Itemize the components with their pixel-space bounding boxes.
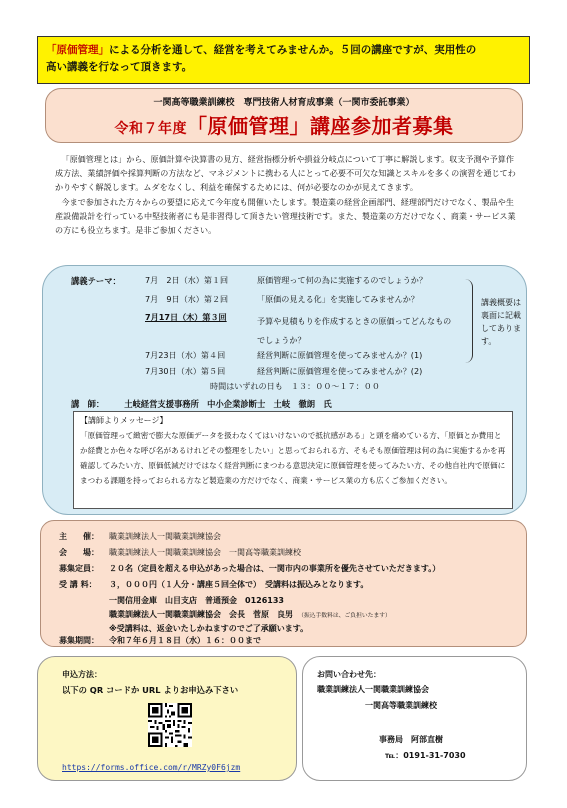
title-text: 「原価管理」講座参加者募集 [187, 114, 454, 138]
info-key: 主 催： [59, 532, 99, 541]
session-date-4: 7月23日（水）第４回 [145, 350, 226, 360]
info-value: 令和７年６月１８日（水）１６：００まで [109, 636, 261, 645]
session-title-1: 原価管理って何の為に実施するのでしょうか？ [257, 275, 427, 285]
lecturer-message-box [73, 411, 513, 509]
session-title-4: 経営判断に原価管理を使ってみませんか？(1) [257, 350, 423, 360]
info-row-account-holder [109, 609, 391, 620]
apply-url-link[interactable]: https://forms.office.com/r/MRZy0F6jzm [62, 763, 241, 772]
contact-box [302, 656, 527, 781]
info-key: 会 場： [59, 548, 99, 557]
title-year: 令和７年度 [114, 121, 187, 137]
qr-code-icon[interactable] [148, 703, 192, 747]
info-box [40, 520, 527, 647]
session-title-5: 経営判断に原価管理を使ってみませんか？(2) [257, 366, 423, 376]
intro-banner [37, 36, 530, 84]
session-time: 時間はいずれの日も １３：００～１７：００ [210, 381, 380, 391]
info-key: 募集定員： [59, 564, 99, 573]
course-theme-label: 講義テーマ： [71, 276, 121, 286]
banner-line-2: 高い講義を行なって頂きます。 [46, 61, 193, 73]
info-value: 職業訓練法人一関職業訓練協会 [109, 532, 221, 541]
title-subtitle: 一関高等職業訓練校 専門技術人材育成事業（一関市委託事業） [153, 98, 415, 108]
info-value: ２０名（定員を超える申込があった場合は、一関市内の事業所を優先させていただきます。） [109, 564, 441, 573]
contact-org-1: 職業訓練法人一関職業訓練協会 [317, 685, 429, 694]
info-row-fee [59, 579, 368, 590]
session-date-1: 7月 2日（水）第１回 [145, 275, 229, 285]
info-value: 職業訓練法人一関職業訓練協会 会長 菅原 良男 [109, 610, 293, 619]
session-brace [465, 279, 473, 363]
session-title-3: 予算や見積もりを作成するときの原価ってどんなものでしょうか？ [257, 316, 452, 345]
contact-tel: ℡：0191-31-7030 [385, 751, 466, 760]
info-value: ３，０００円（１人分・講座５回全体で） 受講料は振込みとなります。 [109, 580, 369, 589]
message-body: 「原価管理って緻密で膨大な原価データを扱わなくてはいけないので抵抗感がある」と頭を痛めている方、「原価とか費用とか経費とか色々な呼び名があるけれどその整理をしたい」と思っておられる方、そもそも原価管理は何の為に実施するかを再確認してみたい方、原価低減だけではなく経営判断にまつわる意思決定に原価管理を使ってみたい方、その他自社内で原価にまつわる課題を持っておられる方など製造業の方だけでなく、商業・サービス業の方も広くご参加ください。 [80, 431, 506, 485]
course-box [42, 265, 527, 515]
apply-label: 申込方法： [62, 670, 102, 679]
session-title-2: 「原価の見える化」を実施してみませんか？ [257, 294, 419, 304]
apply-box [37, 656, 297, 781]
session-date-5: 7月30日（水）第５回 [145, 366, 226, 376]
lecturer [71, 398, 332, 410]
fee-note: （振込手数料は、ご負担いたます） [301, 613, 391, 619]
contact-label: お問い合わせ先： [317, 670, 381, 679]
contact-org-2: 一関高等職業訓練校 [365, 701, 437, 710]
apply-instructions: 以下の QR コードか URL よりお申込み下さい [62, 685, 239, 695]
contact-office: 事務局 阿部直樹 [379, 735, 443, 744]
info-row-capacity [59, 563, 440, 574]
outline-note: 講義概要は裏面に記載してあります。 [481, 298, 521, 346]
info-row-refund-note [109, 623, 308, 634]
banner-line-1 [46, 42, 521, 59]
info-value: 一関信用金庫 山目支店 普通預金 0126133 [109, 596, 284, 605]
info-row-deadline [59, 635, 261, 646]
lecturer-name: 土岐経営支援事務所 中小企業診断士 土岐 徹朗 氏 [124, 399, 332, 409]
info-row-bank [109, 595, 284, 606]
intro-text [55, 152, 520, 237]
message-heading: 【講師よりメッセージ】 [80, 416, 168, 425]
banner-highlight: 「原価管理」 [46, 44, 109, 56]
banner-line-1-text: による分析を通して、経営を考えてみませんか。５回の講座ですが、実用性の [109, 44, 477, 56]
lecturer-label: 講 師： [71, 399, 105, 409]
info-row-venue [59, 547, 301, 558]
info-value: 職業訓練法人一関職業訓練協会 一関高等職業訓練校 [109, 548, 301, 557]
session-date-3: 7月17日（木）第３回 [145, 312, 227, 322]
info-value: ※受講料は、返金いたしかねますのでご了承願います。 [109, 624, 309, 633]
page-title [46, 110, 522, 139]
info-row-organizer [59, 531, 221, 542]
info-key: 受 講 料： [59, 580, 97, 589]
info-key: 募集期間： [59, 636, 99, 645]
title-box [45, 88, 523, 143]
session-date-2: 7月 9日（水）第２回 [145, 294, 229, 304]
intro-paragraph-2: 今まで参加された方々からの要望に応えて今年度も開催いたします。製造業の経営企画部門、経理部門だけでなく、製品や生産設備設計を行っている中堅技術者にも是非習得して頂きたい管理技術です。また、製造業の方だけでなく、商業・サービス業の方にも役立ちます。是非ご参加ください。 [55, 196, 516, 236]
intro-paragraph-1: 「原価管理とは」から、原価計算や決算書の見方、経営指標分析や損益分岐点について丁寧に解説します。収支予測や予算作成方法、業績評価や採算判断の方法など、マネジメントに携わる人にとって必要不可欠な知識とスキルを多くの演習を通じてわかりやすく解説します。ムダをなくし、利益を確保するためには、何が必要なのかが見えてきます。 [55, 154, 516, 193]
